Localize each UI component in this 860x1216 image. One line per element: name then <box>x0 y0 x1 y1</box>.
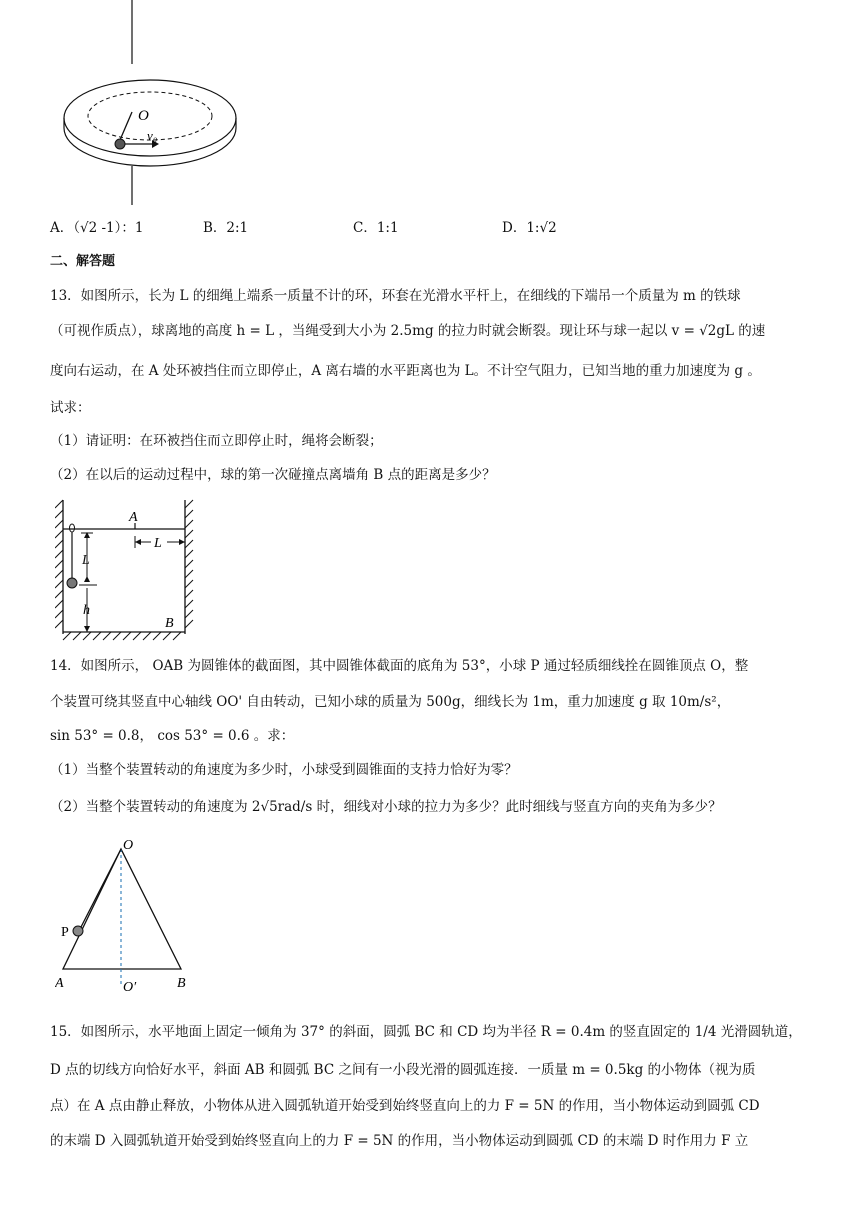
q12-option-c: C．1:1 <box>353 220 399 236</box>
q12-option-b-text: 2:1 <box>226 220 249 236</box>
q15-text-line-4: 的末端 D 入圆弧轨道开始受到始终竖直向上的力 F = 5N 的作用，当小物体运动到圆弧 CD 的末端 D 时作用力 F 立 <box>50 1133 749 1149</box>
q14-label-a: A <box>55 976 64 991</box>
q14-text-line-3: sin 53° = 0.8， cos 53° = 0.6 。求： <box>50 728 295 744</box>
q12-option-b: B．2:1 <box>203 220 249 236</box>
q12-label-v0: v₀ <box>147 128 158 143</box>
section-title: 二、解答题 <box>50 254 116 269</box>
q13-label-a: A <box>129 510 138 525</box>
q13-wall-figure <box>55 496 205 644</box>
q12-rotating-disk-figure <box>55 0 245 205</box>
q13-text-line-1: 13．如图所示，长为 L 的细绳上端系一质量不计的环，环套在光滑水平杆上，在细线的下端吊一个质量为 m 的铁球 <box>50 288 741 304</box>
q14-label-o: O <box>123 838 134 853</box>
q14-subquestion-2: （2）当整个装置转动的角速度为 2√5rad/s 时，细线对小球的拉力为多少？此时细线与竖直方向的夹角为多少？ <box>50 799 722 815</box>
q14-subquestion-1: （1）当整个装置转动的角速度为多少时，小球受到圆锥面的支持力恰好为零？ <box>50 762 518 778</box>
q13-text-line-3: 度向右运动，在 A 处环被挡住而立即停止，A 离右墙的水平距离也为 L。不计空气阻力，已知当地的重力加速度为 g 。 <box>50 363 761 379</box>
q12-option-a-text: （√2 -1）：1 <box>73 220 144 236</box>
q14-text-line-1: 14．如图所示， OAB 为圆锥体的截面图，其中圆锥体截面的底角为 53°，小球 P 通过轻质细线拴在圆锥顶点 O，整 <box>50 658 749 674</box>
q14-label-p: P <box>61 925 69 940</box>
q15-text-line-1: 15．如图所示，水平地面上固定一倾角为 37° 的斜面，圆弧 BC 和 CD 均为半径 R = 0.4m 的竖直固定的 1/4 光滑圆轨道， <box>50 1024 802 1040</box>
q12-option-c-text: 1:1 <box>376 220 399 236</box>
q13-label-l-horizontal: L <box>154 536 162 551</box>
q12-option-a: A．（√2 -1）：1 <box>50 220 144 236</box>
q13-subquestion-2: （2）在以后的运动过程中，球的第一次碰撞点离墙角 B 点的距离是多少？ <box>50 467 496 483</box>
q13-label-b: B <box>165 616 174 631</box>
q12-option-d: D．1:√2 <box>502 220 557 236</box>
q12-label-o: O <box>138 108 149 124</box>
q14-text-line-2: 个装置可绕其竖直中心轴线 OO' 自由转动，已知小球的质量为 500g，细线长为 1m，重力加速度 g 取 10m/s²， <box>50 694 731 710</box>
q14-cone-figure <box>55 835 205 995</box>
q15-text-line-2: D 点的切线方向恰好水平，斜面 AB 和圆弧 BC 之间有一小段光滑的圆弧连接．一质量 m = 0.5kg 的小物体（视为质 <box>50 1062 756 1078</box>
q15-text-line-3: 点）在 A 点由静止释放，小物体从进入圆弧轨道开始受到始终竖直向上的力 F = 5N 的作用，当小物体运动到圆弧 CD <box>50 1098 760 1114</box>
q14-label-o-prime: O′ <box>123 980 137 995</box>
q13-label-l-vertical: L <box>82 553 90 568</box>
q14-label-b: B <box>177 976 186 991</box>
q13-text-line-4: 试求： <box>50 400 91 416</box>
q12-option-d-text: 1:√2 <box>526 220 557 236</box>
q13-label-h: h <box>83 603 90 618</box>
q13-subquestion-1: （1）请证明：在环被挡住而立即停止时，绳将会断裂； <box>50 433 383 449</box>
q13-text-line-2: （可视作质点），球离地的高度 h = L ，当绳受到大小为 2.5mg 的拉力时就会断裂。现让环与球一起以 v = √2gL 的速 <box>50 323 766 339</box>
